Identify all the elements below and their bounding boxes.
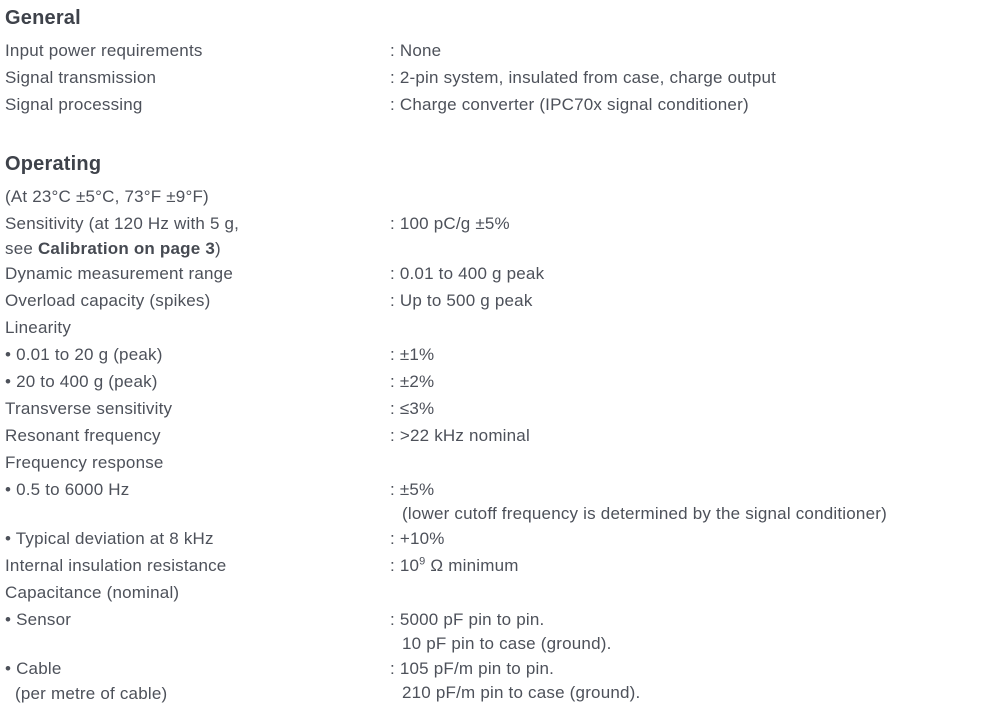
spec-label-line [5,287,390,314]
spec-label-line [5,341,390,368]
spec-value-line [390,64,988,91]
spec-value-line [390,422,988,449]
spec-label-line [5,606,390,633]
spec-row [5,422,988,449]
spec-text-part: : 2-pin system, insulated from case, charge output [390,68,777,87]
spec-text-part: : ±2% [390,372,435,391]
spec-row [5,210,988,260]
spec-label [5,210,390,260]
spec-text-part: Transverse sensitivity [5,399,173,418]
spec-row [5,314,988,341]
spec-row [5,395,988,422]
spec-value-line [390,368,988,395]
spec-label [5,552,390,579]
spec-text-part: : None [390,41,442,60]
spec-label-line [5,37,390,64]
spec-text-part: (At 23°C ±5°C, 73°F ±9°F) [5,187,209,206]
spec-label-line [5,655,390,682]
spec-text-part: Signal processing [5,95,143,114]
spec-value [390,606,988,655]
section-rows [5,183,988,705]
spec-value-line-cont [390,503,988,525]
spec-row [5,64,988,91]
spec-text-part: • 0.01 to 20 g (peak) [5,345,163,364]
spec-text-part: 10 pF pin to case (ground). [402,634,612,653]
spec-value-line [390,552,988,579]
spec-row [5,260,988,287]
spec-label-line [5,579,390,606]
spec-text-part: • 20 to 400 g (peak) [5,372,158,391]
spec-text-part: • Cable [5,659,62,678]
spec-text-part: ) [215,239,221,258]
spec-value [390,422,988,449]
spec-label-line-cont [5,237,390,260]
spec-label-line [5,314,390,341]
spec-text-part: : 100 pC/g ±5% [390,214,510,233]
spec-label-line [5,395,390,422]
spec-text-part: Dynamic measurement range [5,264,233,283]
spec-value [390,91,988,118]
spec-value [390,210,988,237]
spec-text-part: : Up to 500 g peak [390,291,533,310]
spec-value [390,64,988,91]
spec-label-line [5,183,390,210]
spec-text-part: Signal transmission [5,68,157,87]
spec-row [5,525,988,552]
spec-value [390,260,988,287]
spec-label [5,91,390,118]
spec-label [5,655,390,705]
spec-label [5,422,390,449]
spec-label-line [5,552,390,579]
spec-value-line-cont [390,682,988,704]
spec-text-part: 210 pF/m pin to case (ground). [402,683,641,702]
spec-text-part: : +10% [390,529,445,548]
spec-text-part: (lower cutoff frequency is determined by the signal conditioner) [402,504,887,523]
spec-text-part: 9 [419,555,426,568]
spec-label-line [5,525,390,552]
spec-text-part: Ω minimum [425,556,519,575]
spec-label [5,341,390,368]
spec-text-part: • 0.5 to 6000 Hz [5,480,130,499]
spec-label-line [5,64,390,91]
spec-row [5,606,988,655]
spec-value-line [390,341,988,368]
spec-label [5,287,390,314]
spec-text-part: : ±1% [390,345,435,364]
spec-value-line [390,210,988,237]
spec-value-line [390,37,988,64]
spec-label-line [5,91,390,118]
spec-text-part: Frequency response [5,453,164,472]
spec-value-line [390,287,988,314]
spec-value-line-cont [390,633,988,655]
spec-label [5,37,390,64]
spec-label-line [5,260,390,287]
spec-row [5,476,988,525]
spec-value [390,341,988,368]
spec-label [5,449,390,476]
spec-value-line [390,525,988,552]
spec-label [5,368,390,395]
spec-text-part: : >22 kHz nominal [390,426,530,445]
spec-text-part: Sensitivity (at 120 Hz with 5 g, [5,214,240,233]
spec-text-part: Input power requirements [5,41,203,60]
spec-value [390,552,988,579]
spec-text-part: see [5,239,38,258]
spec-text-part: : 10 [390,556,420,575]
spec-value [390,655,988,704]
spec-row [5,287,988,314]
spec-label [5,314,390,341]
spec-row [5,37,988,64]
spec-value-line [390,395,988,422]
spec-label [5,525,390,552]
section-general [5,7,988,118]
spec-value [390,525,988,552]
spec-row [5,449,988,476]
section-rows [5,37,988,118]
section-title: General [5,7,81,29]
spec-text-part: : 105 pF/m pin to pin. [390,659,555,678]
spec-value-line [390,260,988,287]
spec-label [5,260,390,287]
spec-row [5,368,988,395]
spec-value-line [390,476,988,503]
spec-text-part: : Charge converter (IPC70x signal conditioner) [390,95,749,114]
spec-text-part: : ≤3% [390,399,435,418]
spec-value [390,287,988,314]
section-title: Operating [5,153,102,175]
spec-text-part: • Typical deviation at 8 kHz [5,529,214,548]
spec-label [5,64,390,91]
spec-row [5,341,988,368]
spec-label-line [5,476,390,503]
spec-text-part: • Sensor [5,610,72,629]
spec-label [5,395,390,422]
spec-value [390,368,988,395]
spec-text-part: Calibration on page 3 [37,239,215,258]
spec-label-line [5,368,390,395]
spec-row [5,552,988,579]
spec-row [5,183,988,210]
spec-value [390,395,988,422]
spec-label-line-cont [5,682,390,705]
spec-label [5,606,390,633]
spec-text-part: : 5000 pF pin to pin. [390,610,545,629]
spec-value [390,476,988,525]
section-operating [5,153,988,705]
spec-value-line [390,91,988,118]
spec-text-part: Linearity [5,318,72,337]
spec-row [5,579,988,606]
spec-value-line [390,655,988,682]
spec-label-line [5,210,390,237]
spec-text-part: Overload capacity (spikes) [5,291,211,310]
spec-value-line [390,606,988,633]
spec-text-part: Capacitance (nominal) [5,583,180,602]
spec-text-part: : ±5% [390,480,435,499]
spec-label [5,183,390,210]
spec-label-line [5,422,390,449]
spec-label [5,579,390,606]
spec-text-part: : 0.01 to 400 g peak [390,264,545,283]
spec-row [5,91,988,118]
spec-label [5,476,390,503]
spec-text-part: (per metre of cable) [15,684,168,703]
spec-text-part: Internal insulation resistance [5,556,227,575]
spec-value [390,37,988,64]
spec-row [5,655,988,705]
spec-label-line [5,449,390,476]
spec-text-part: Resonant frequency [5,426,161,445]
